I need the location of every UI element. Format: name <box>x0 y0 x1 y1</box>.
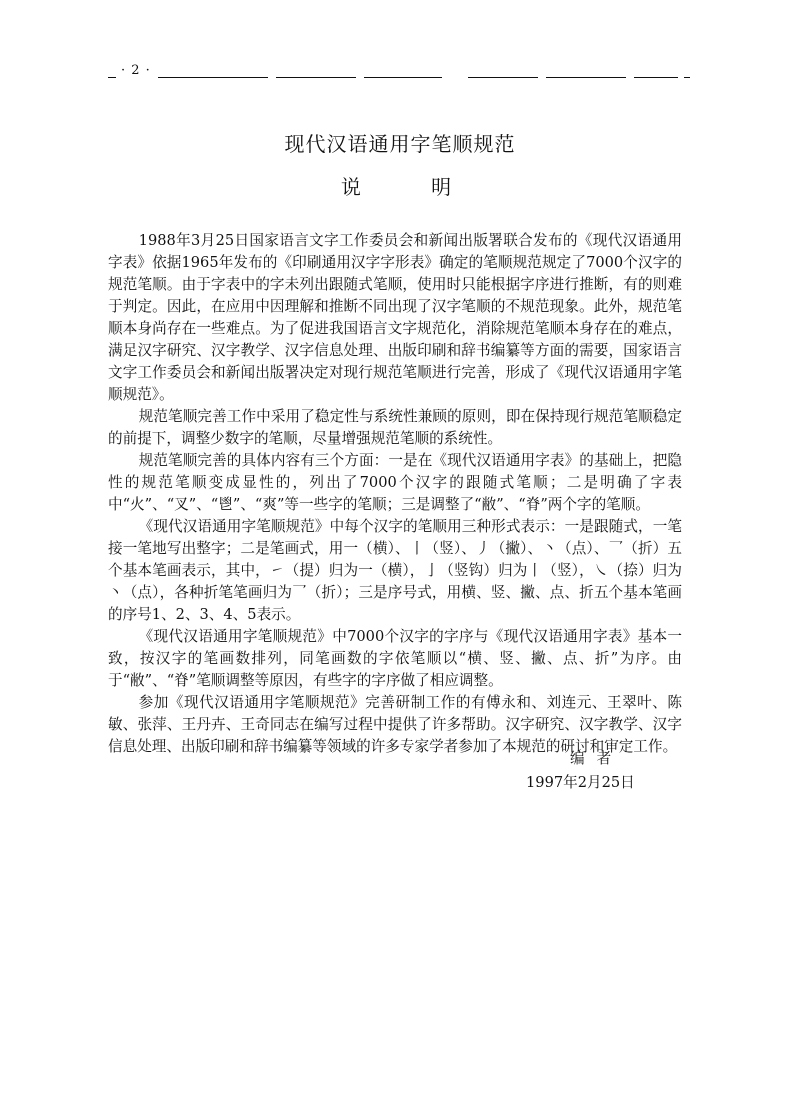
signature-date: 1997年2月25日 <box>526 774 635 791</box>
document-body <box>108 230 682 758</box>
signature-block <box>520 747 670 795</box>
page-header <box>108 64 690 80</box>
section-heading: 说 明 <box>340 175 484 199</box>
header-rule <box>276 77 356 78</box>
header-rule <box>468 77 538 78</box>
page-number: · 2 · <box>118 63 154 78</box>
paragraph: 1988年3月25日国家语言文字工作委员会和新闻出版署联合发布的《现代汉语通用字表》依据1965年发布的《印刷通用汉字字形表》确定的笔顺规范规定了7000个汉字的规范笔顺。由于字表中的字未列出跟随式笔顺，使用时只能根据字序进行推断，有的则难于判定。因此，在应用中因理解和推断不同出现了汉字笔顺的不规范现象。此外，规范笔顺本身尚存在一些难点。为了促进我国语言文字规范化，消除规范笔顺本身存在的难点，满足汉字研究、汉字教学、汉字信息处理、出版印刷和辞书编纂等方面的需要，国家语言文字工作委员会和新闻出版署决定对现行规范笔顺进行完善，形成了《现代汉语通用字笔顺规范》。 <box>108 232 682 403</box>
header-rule <box>684 77 690 78</box>
header-rule <box>108 77 116 78</box>
paragraph: 《现代汉语通用字笔顺规范》中7000个汉字的字序与《现代汉语通用字表》基本一致，按汉字的笔画数排列，同笔画数的字依笔顺以“横、竖、撇、点、折”为序。由于“敝”、“脊”笔顺调整等原因，有些字的字序做了相应调整。 <box>108 628 682 689</box>
signature-editor: 编者 <box>570 750 624 767</box>
paragraph: 参加《现代汉语通用字笔顺规范》完善研制工作的有傅永和、刘连元、王翠叶、陈敏、张萍、王丹卉、王奇同志在编写过程中提供了许多帮助。汉字研究、汉字教学、汉字信息处理、出版印刷和辞书编纂等领域的许多专家学者参加了本规范的研讨和审定工作。 <box>108 694 682 755</box>
header-rule <box>158 77 268 78</box>
paragraph: 规范笔顺完善的具体内容有三个方面：一是在《现代汉语通用字表》的基础上，把隐性的规范笔顺变成显性的，列出了7000个汉字的跟随式笔顺；二是明确了字表中“火”、“叉”、“鬯”、“爽”等一些字的笔顺；三是调整了“敝”、“脊”两个字的笔顺。 <box>108 452 682 513</box>
header-rule <box>364 77 442 78</box>
paragraph: 规范笔顺完善工作中采用了稳定性与系统性兼顾的原则，即在保持现行规范笔顺稳定的前提下，调整少数字的笔顺，尽量增强规范笔顺的系统性。 <box>108 408 682 447</box>
paragraph: 《现代汉语通用字笔顺规范》中每个汉字的笔顺用三种形式表示：一是跟随式，一笔接一笔地写出整字；二是笔画式，用一（横）、丨（竖）、丿（撇）、丶（点）、乛（折）五个基本笔画表示，其中，㇀（提）归为一（横），亅（竖钩）归为丨（竖），㇏（捺）归为丶（点），各种折笔笔画归为乛（折）；三是序号式，用横、竖、撇、点、折五个基本笔画的序号1、2、3、4、5表示。 <box>108 518 682 623</box>
header-rule <box>546 77 626 78</box>
header-rule <box>634 77 678 78</box>
document-title: 现代汉语通用字笔顺规范 <box>284 132 516 156</box>
